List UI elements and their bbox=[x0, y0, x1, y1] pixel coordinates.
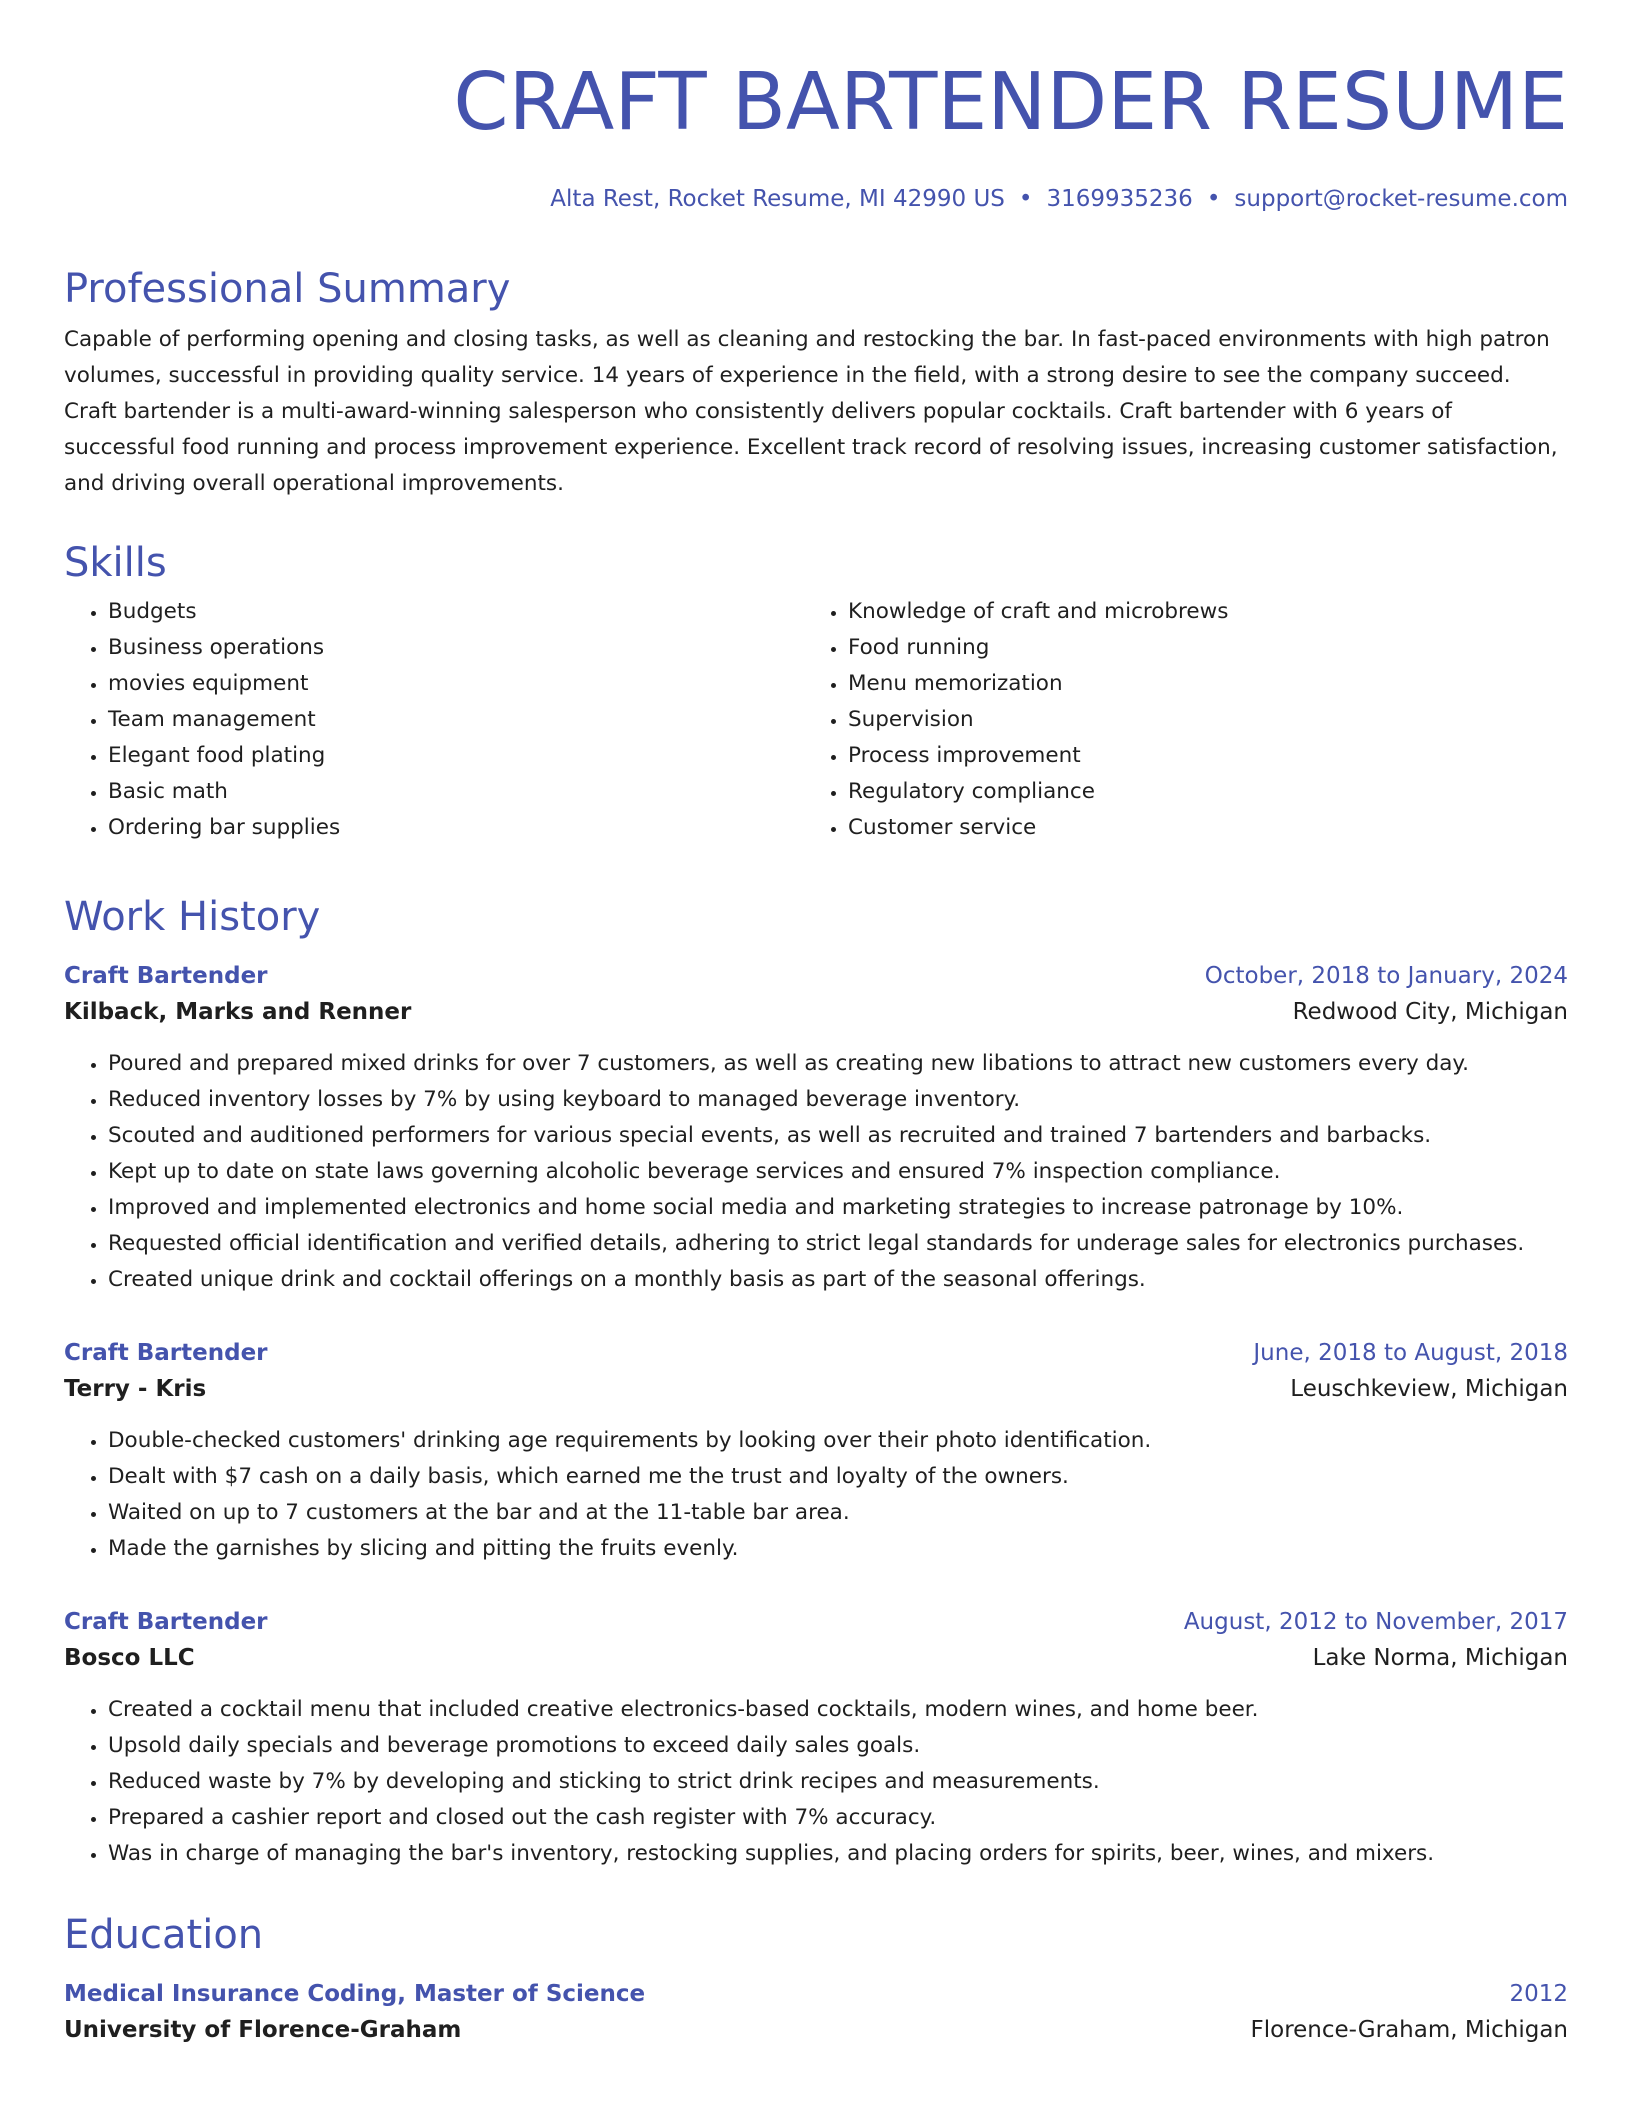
contact-separator: • bbox=[1018, 186, 1033, 212]
job-bullet: • Created a cocktail menu that included creative electronics-based cocktails, modern wines, and home beer. bbox=[108, 1692, 1568, 1728]
summary-text: Capable of performing opening and closing tasks, as well as cleaning and restocking the bar. In fast-paced environments with high patron volumes, successful in providing quality service. 14 years of experience in the field, with a strong desire to see the company succeed. Craft bartender is a multi-award-winning salesperson who consistently delivers popular cocktails. Craft bartender with 6 years of successful food running and process improvement experience. Excellent track record of resolving issues, increasing customer satisfaction, and driving overall operational improvements. bbox=[64, 327, 1558, 496]
skill-item: • Budgets bbox=[108, 594, 804, 630]
job-title: Craft Bartender bbox=[64, 963, 268, 989]
job-subheader bbox=[64, 1640, 1568, 1676]
job-bullet: • Waited on up to 7 customers at the bar and at the 11-table bar area. bbox=[108, 1495, 1568, 1531]
skill-item: • Basic math bbox=[108, 774, 804, 810]
job-header bbox=[64, 1604, 1568, 1640]
job-bullet: • Created unique drink and cocktail offerings on a monthly basis as part of the seasonal offerings. bbox=[108, 1262, 1568, 1298]
skill-item: • Regulatory compliance bbox=[848, 774, 1544, 810]
skill-item: • Business operations bbox=[108, 630, 804, 666]
job-bullet: • Requested official identification and verified details, adhering to strict legal standards for underage sales for electronics purchases. bbox=[108, 1226, 1568, 1262]
job-dates: August, 2012 to November, 2017 bbox=[1183, 1609, 1568, 1635]
skills-section bbox=[64, 538, 1568, 846]
section-heading-skills: Skills bbox=[64, 540, 167, 586]
contact-phone: 3169935236 bbox=[1046, 186, 1193, 212]
education-section bbox=[64, 1910, 1568, 2048]
skill-item: • Elegant food plating bbox=[108, 738, 804, 774]
job-bullet: • Upsold daily specials and beverage promotions to exceed daily sales goals. bbox=[108, 1728, 1568, 1764]
job-bullets bbox=[64, 1692, 1568, 1872]
job-location: Lake Norma, Michigan bbox=[1312, 1645, 1568, 1671]
contact-line bbox=[64, 184, 1568, 214]
job-bullet: • Scouted and auditioned performers for various special events, as well as recruited and trained 7 bartenders and barbacks. bbox=[108, 1118, 1568, 1154]
skill-item: • Knowledge of craft and microbrews bbox=[848, 594, 1544, 630]
work-history-section bbox=[64, 892, 1568, 1866]
resume-header bbox=[64, 0, 1568, 214]
contact-email: support@rocket-resume.com bbox=[1234, 186, 1568, 212]
skills-list-left bbox=[64, 594, 804, 846]
education-school: University of Florence-Graham bbox=[64, 2017, 462, 2043]
section-heading-education: Education bbox=[64, 1912, 264, 1958]
job-bullet: • Kept up to date on state laws governing alcoholic beverage services and ensured 7% inspection compliance. bbox=[108, 1154, 1568, 1190]
job-title: Craft Bartender bbox=[64, 1609, 268, 1635]
job-bullet: • Poured and prepared mixed drinks for over 7 customers, as well as creating new libations to attract new customers every day. bbox=[108, 1046, 1568, 1082]
job-bullet: • Reduced inventory losses by 7% by using keyboard to managed beverage inventory. bbox=[108, 1082, 1568, 1118]
skill-item: • Process improvement bbox=[848, 738, 1544, 774]
education-subheader bbox=[64, 2012, 1568, 2048]
job-dates: October, 2018 to January, 2024 bbox=[1204, 963, 1568, 989]
job-bullet: • Double-checked customers' drinking age requirements by looking over their photo identification. bbox=[108, 1423, 1568, 1459]
skills-list-right bbox=[804, 594, 1544, 846]
page-title: CRAFT BARTENDER RESUME bbox=[453, 56, 1568, 148]
contact-address: Alta Rest, Rocket Resume, MI 42990 US bbox=[550, 186, 1005, 212]
education-header bbox=[64, 1976, 1568, 2012]
job-entry bbox=[64, 958, 1568, 1298]
skills-column-right bbox=[804, 594, 1544, 846]
skills-column-left bbox=[64, 594, 804, 846]
job-subheader bbox=[64, 994, 1568, 1030]
skill-item: • Customer service bbox=[848, 810, 1544, 846]
job-bullets bbox=[64, 1046, 1568, 1298]
skill-item: • movies equipment bbox=[108, 666, 804, 702]
education-degree: Medical Insurance Coding, Master of Science bbox=[64, 1981, 646, 2007]
job-dates: June, 2018 to August, 2018 bbox=[1253, 1340, 1568, 1366]
skill-item: • Food running bbox=[848, 630, 1544, 666]
skills-grid bbox=[64, 594, 1568, 846]
skill-item: • Menu memorization bbox=[848, 666, 1544, 702]
job-location: Redwood City, Michigan bbox=[1292, 999, 1568, 1025]
job-bullet: • Prepared a cashier report and closed out the cash register with 7% accuracy. bbox=[108, 1800, 1568, 1836]
job-header bbox=[64, 958, 1568, 994]
job-title: Craft Bartender bbox=[64, 1340, 268, 1366]
job-company: Kilback, Marks and Renner bbox=[64, 999, 412, 1025]
job-entry bbox=[64, 1604, 1568, 1872]
skill-item: • Ordering bar supplies bbox=[108, 810, 804, 846]
job-header bbox=[64, 1335, 1568, 1371]
job-bullet: • Improved and implemented electronics and home social media and marketing strategies to increase patronage by 10%. bbox=[108, 1190, 1568, 1226]
job-bullet: • Dealt with $7 cash on a daily basis, which earned me the trust and loyalty of the owners. bbox=[108, 1459, 1568, 1495]
education-year: 2012 bbox=[1509, 1981, 1568, 2007]
education-location: Florence-Graham, Michigan bbox=[1250, 2017, 1568, 2043]
skill-item: • Team management bbox=[108, 702, 804, 738]
education-entry bbox=[64, 1976, 1568, 2048]
summary-section bbox=[64, 264, 1568, 502]
job-subheader bbox=[64, 1371, 1568, 1407]
job-bullet: • Made the garnishes by slicing and pitting the fruits evenly. bbox=[108, 1531, 1568, 1567]
job-entry bbox=[64, 1335, 1568, 1567]
section-heading-summary: Professional Summary bbox=[64, 266, 511, 312]
contact-separator: • bbox=[1206, 186, 1221, 212]
job-company: Bosco LLC bbox=[64, 1645, 195, 1671]
job-bullets bbox=[64, 1423, 1568, 1567]
job-company: Terry - Kris bbox=[64, 1376, 207, 1402]
job-bullet: • Reduced waste by 7% by developing and sticking to strict drink recipes and measurements. bbox=[108, 1764, 1568, 1800]
section-heading-work-history: Work History bbox=[64, 894, 321, 940]
skill-item: • Supervision bbox=[848, 702, 1544, 738]
job-bullet: • Was in charge of managing the bar's inventory, restocking supplies, and placing orders for spirits, beer, wines, and mixers. bbox=[108, 1836, 1568, 1872]
job-location: Leuschkeview, Michigan bbox=[1290, 1376, 1568, 1402]
